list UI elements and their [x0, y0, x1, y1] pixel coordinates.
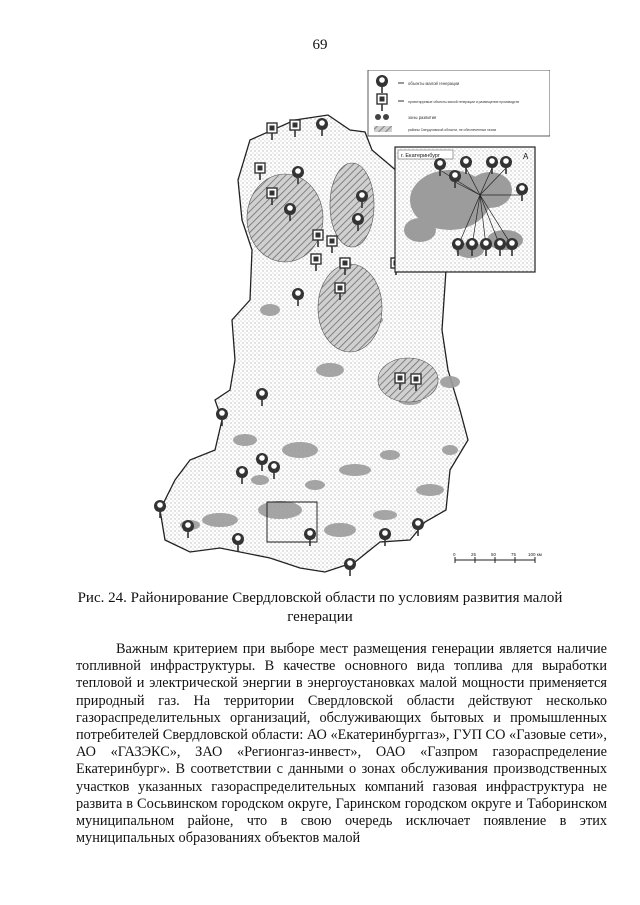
legend-item-3: зоны развития [408, 115, 437, 120]
legend-item-4: районы Свердловской области, не обеспеченные газом [408, 128, 496, 132]
figure-caption: Рис. 24. Районирование Свердловской области по условиям развития малой генерации [77, 590, 563, 625]
scale-tick-0: 0 [453, 552, 456, 557]
page-number: 69 [312, 37, 328, 53]
scale-bar [455, 557, 535, 563]
region-map-figure [150, 70, 550, 585]
scale-tick-2: 50 [491, 552, 497, 557]
paragraph: Важным критерием при выборе мест размещения генерации является наличие топливной инфраструктуры. В качестве основного вида топлива для выработки тепловой и электрической энергии в энергоустановках малой мощности применяется природный газ. На территории Свердловской области действуют несколько газораспределительных организаций, обслуживающих бытовых и промышленных потребителей Свердловской области: АО «Екатеринбурггаз», ГУП СО «Газовые сети», АО «ГАЗЭКС», ЗАО «Регионгаз-инвест», ОАО «Газпром газораспределение Екатеринбург». В соответствии с данными о зонах обслуживания производственных участков указанных газораспределительных компаний газовая инфраструктура не развита в Сосьвинском городском округе, Гаринском городском округе и Таборинском муниципальном районе, что в свою очередь исключает появление в этих муниципальных образованиях объектов малой [76, 641, 607, 847]
legend-item-1: объекты малой генерации [408, 81, 460, 86]
scale-tick-1: 25 [471, 552, 477, 557]
inset-corner-letter: А [523, 152, 529, 161]
yekaterinburg-inset [395, 147, 535, 272]
body-text [76, 641, 607, 847]
legend-item-2: проектируемые объекты малой генерации и размещение производств [408, 100, 520, 104]
scale-tick-3: 75 [511, 552, 517, 557]
scale-tick-4: 100 км [528, 552, 542, 557]
inset-label: г. Екатеринбург [401, 153, 440, 159]
